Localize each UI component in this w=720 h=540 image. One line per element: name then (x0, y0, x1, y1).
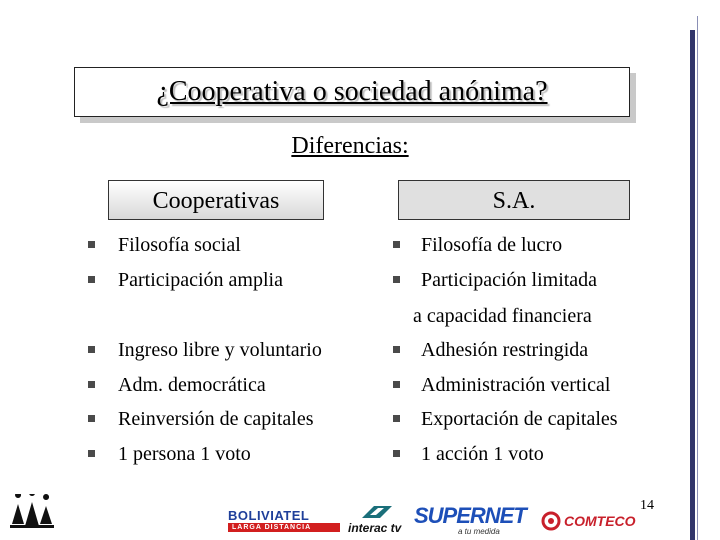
left-item: Reinversión de capitales (118, 408, 314, 430)
right-item: Administración vertical (421, 374, 611, 396)
slide-title: ¿Cooperativa o sociedad anónima? (156, 76, 548, 107)
bullet-square-icon (393, 381, 400, 388)
bullet-square-icon (88, 450, 95, 457)
bullet-square-icon (88, 276, 95, 283)
right-item: Participación limitada (421, 269, 598, 291)
supernet-tagline: a tu medida (458, 527, 500, 536)
accent-line (697, 16, 698, 540)
boliviatel-logo (228, 508, 340, 532)
right-item: Exportación de capitales (421, 408, 618, 430)
supernet-logo (414, 503, 528, 537)
interactv-mark-icon (360, 504, 394, 520)
bullet-square-icon (393, 450, 400, 457)
supernet-name: SUPERNET (414, 503, 526, 528)
bullet-square-icon (88, 381, 95, 388)
left-item: 1 persona 1 voto (118, 443, 251, 465)
slide-subtitle: Diferencias: (291, 133, 409, 159)
left-item: Adm. democrática (118, 374, 266, 396)
sa-header: S.A. (398, 180, 630, 220)
interactv-name: interac tv (348, 521, 402, 535)
cooperativas-header: Cooperativas (108, 180, 324, 220)
bullet-square-icon (88, 241, 95, 248)
bullet-square-icon (393, 346, 400, 353)
bullet-square-icon (393, 415, 400, 422)
bullet-square-icon (393, 241, 400, 248)
interactv-logo (346, 504, 412, 536)
page-number: 14 (640, 498, 654, 513)
people-silhouette-icon (8, 494, 56, 530)
right-item: 1 acción 1 voto (421, 443, 544, 465)
left-item: Ingreso libre y voluntario (118, 339, 322, 361)
left-item: Participación amplia (118, 269, 283, 291)
bullet-square-icon (88, 346, 95, 353)
boliviatel-name: BOLIVIATEL (228, 508, 310, 523)
left-item: Filosofía social (118, 234, 241, 256)
right-item-continuation: a capacidad financiera (413, 305, 592, 327)
right-item: Adhesión restringida (421, 339, 589, 361)
right-item: Filosofía de lucro (421, 234, 563, 256)
comteco-name: COMTECO (564, 513, 636, 529)
comteco-circle-icon (540, 510, 562, 532)
title-box (74, 67, 630, 117)
boliviatel-tagline: LARGA DISTANCIA (232, 524, 312, 531)
bullet-square-icon (88, 415, 95, 422)
accent-bar (690, 30, 695, 540)
bullet-square-icon (393, 276, 400, 283)
comteco-logo (540, 508, 640, 534)
